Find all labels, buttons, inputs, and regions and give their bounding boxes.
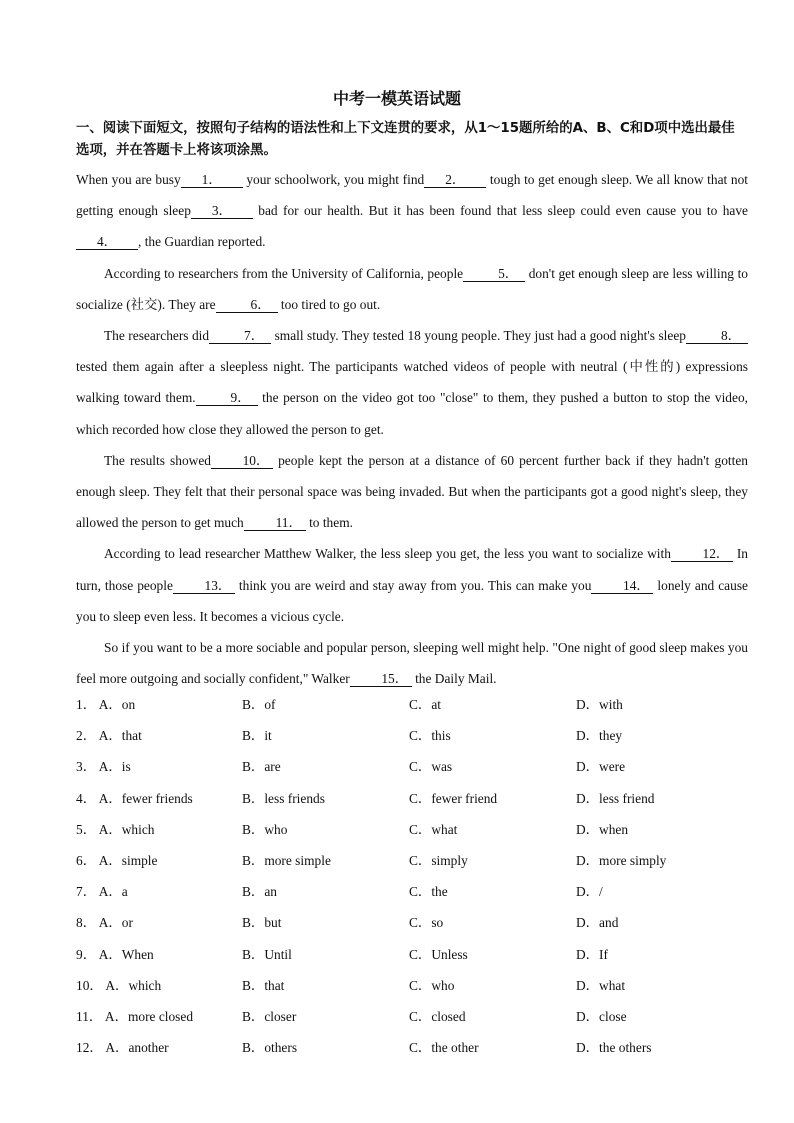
option-a: 9． A．When <box>76 946 154 962</box>
option-d: D．more simply <box>576 852 667 868</box>
option-a: 8． A．or <box>76 915 133 931</box>
blank-3: 3． <box>191 203 253 219</box>
option-c: C．the other <box>409 1040 479 1056</box>
blank-11: 11． <box>244 515 306 531</box>
option-c: C．who <box>409 977 455 993</box>
option-c: C．Unless <box>409 946 468 962</box>
option-d: D．when <box>576 821 629 837</box>
option-a: 12． A．another <box>76 1040 169 1056</box>
option-a: 11． A．more closed <box>76 1008 194 1024</box>
blank-10: 10． <box>211 453 273 469</box>
question-row <box>76 819 748 850</box>
question-row <box>76 694 748 725</box>
blank-6: 6． <box>216 297 278 313</box>
paragraph-3: The researchers did 7． small study. They tested 18 young people. They just had a good night's sleep 8． tested them again after a sleepless night. The participants watched videos of people with neutral (中性的) expressions walking toward them. 9． the person on the video got too "close" to them, they pushed a button to stop the video, which recorded how close they allowed the person to get. <box>76 328 748 437</box>
option-a: 6． A．simple <box>76 852 158 868</box>
blank-1: 1． <box>181 172 243 188</box>
option-a: 5． A．which <box>76 821 155 837</box>
paragraph-5: According to lead researcher Matthew Walker, the less sleep you get, the less you want to socialize with 12． In turn, those people 13． think you are weird and stay away from you. This can make you 14． lonely and cause you to sleep even less. It becomes a vicious cycle. <box>76 546 748 624</box>
option-d: D．the others <box>576 1040 652 1056</box>
blank-8: 8． <box>686 328 748 344</box>
paragraph-6: So if you want to be a more sociable and popular person, sleeping well might help. "One night of good sleep makes you feel more outgoing and socially confident," Walker 15． the Daily Mail. <box>76 640 748 687</box>
option-c: C．at <box>409 697 441 712</box>
option-d: D．they <box>576 728 623 744</box>
option-a: 4． A．fewer friends <box>76 790 193 806</box>
paragraph-4: The results showed 10． people kept the person at a distance of 60 percent further back if they hadn't gotten enough sleep. They felt that their personal space was being invaded. But when the participants got a good night's sleep, they allowed the person to get much 11． to them. <box>76 452 748 531</box>
option-c: C．the <box>409 884 448 900</box>
option-c: C．this <box>409 728 451 744</box>
page-title: 中考一模英语试题 <box>332 89 461 108</box>
question-row <box>76 944 748 975</box>
question-row <box>76 725 748 756</box>
option-b: B．others <box>242 1040 298 1056</box>
option-a: 7． A．a <box>76 884 128 900</box>
option-b: B．an <box>242 884 277 900</box>
option-d: D．If <box>576 946 608 962</box>
blank-14: 14． <box>591 578 653 594</box>
option-c: C．closed <box>409 1008 466 1024</box>
option-d: D．what <box>576 977 626 993</box>
option-c: C．simply <box>409 852 468 868</box>
option-b: B．more simple <box>242 852 331 868</box>
option-b: B．that <box>242 977 285 993</box>
question-row <box>76 912 748 943</box>
question-row <box>76 850 748 881</box>
option-b: B．are <box>242 759 281 775</box>
paragraph-2: According to researchers from the University of California, people 5． don't get enough sleep are less willing to socialize (社交). They are 6． too tired to go out. <box>76 265 748 312</box>
option-c: C．was <box>409 759 453 775</box>
option-a: 1． A．on <box>76 697 136 712</box>
option-b: B．of <box>242 697 276 712</box>
blank-12: 12． <box>671 546 733 562</box>
question-row <box>76 1006 748 1037</box>
blank-15: 15． <box>350 671 412 687</box>
option-c: C．so <box>409 915 444 931</box>
option-d: D．were <box>576 759 626 775</box>
option-c: C．what <box>409 821 458 837</box>
question-row <box>76 1037 748 1068</box>
option-a: 2． A．that <box>76 728 142 744</box>
option-c: C．fewer friend <box>409 790 498 806</box>
blank-13: 13． <box>173 578 235 594</box>
section-instruction: 一、阅读下面短文，按照句子结构的语法性和上下文连贯的要求，从1～15题所给的A、B、C和D项中选出最佳选项，并在答题卡上将该项涂黑。 <box>76 121 735 158</box>
blank-4: 4． <box>76 234 138 250</box>
option-b: B．but <box>242 915 282 931</box>
option-d: D．with <box>576 697 623 712</box>
option-d: D．and <box>576 915 619 931</box>
option-a: 3． A．is <box>76 759 131 775</box>
question-row <box>76 788 748 819</box>
option-b: B．who <box>242 821 288 837</box>
option-d: D．close <box>576 1008 627 1024</box>
option-b: B．less friends <box>242 790 325 806</box>
option-b: B．it <box>242 728 272 744</box>
option-b: B．closer <box>242 1008 297 1024</box>
answer-options <box>76 694 748 1068</box>
option-b: B．Until <box>242 946 292 962</box>
question-row <box>76 881 748 912</box>
paragraph-1: When you are busy 1． your schoolwork, you might find 2． tough to get enough sleep. We all know that not getting enough sleep 3． bad for our health. But it has been found that less sleep could even cause you to have4． , the Guardian reported. <box>76 172 749 250</box>
option-a: 10． A．which <box>76 977 162 993</box>
blank-9: 9． <box>196 390 258 406</box>
question-row <box>76 975 748 1006</box>
blank-7: 7． <box>209 328 271 344</box>
cloze-passage <box>76 164 748 694</box>
blank-5: 5． <box>463 266 525 282</box>
blank-2: 2． <box>424 172 486 188</box>
option-d: D．less friend <box>576 790 655 806</box>
option-d: D．/ <box>576 884 603 900</box>
question-row <box>76 756 748 787</box>
